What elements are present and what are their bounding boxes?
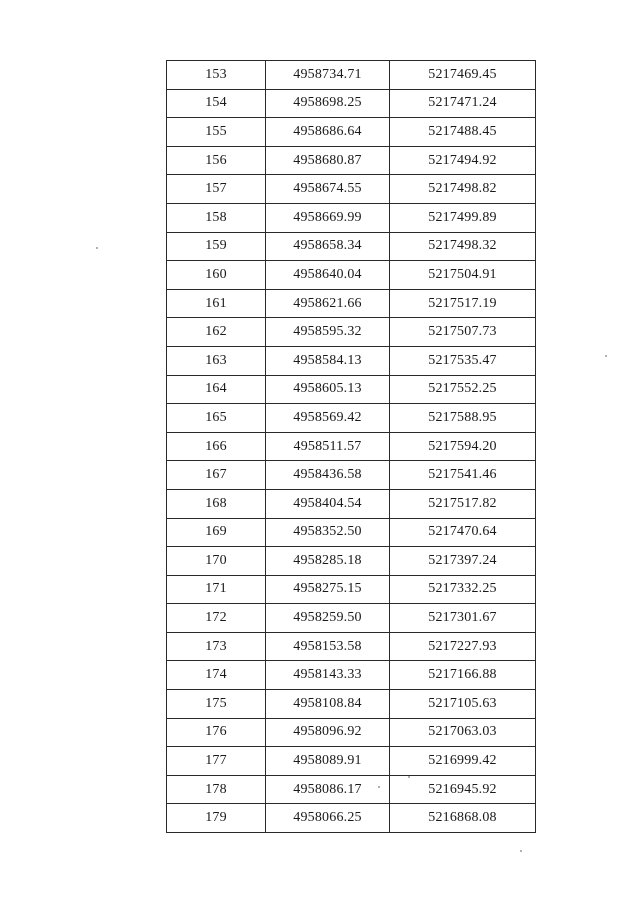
point-number-cell: 176 bbox=[167, 718, 266, 747]
point-number-cell: 160 bbox=[167, 261, 266, 290]
x-coordinate-cell: 4958658.34 bbox=[266, 232, 390, 261]
table-row bbox=[167, 289, 536, 318]
y-coordinate-cell: 5217498.82 bbox=[390, 175, 536, 204]
point-number-cell: 159 bbox=[167, 232, 266, 261]
x-coordinate-cell: 4958143.33 bbox=[266, 661, 390, 690]
table-row bbox=[167, 318, 536, 347]
y-coordinate-cell: 5217552.25 bbox=[390, 375, 536, 404]
x-coordinate-cell: 4958153.58 bbox=[266, 632, 390, 661]
point-number-cell: 157 bbox=[167, 175, 266, 204]
y-coordinate-cell: 5217105.63 bbox=[390, 690, 536, 719]
x-coordinate-cell: 4958680.87 bbox=[266, 146, 390, 175]
point-number-cell: 165 bbox=[167, 404, 266, 433]
table-row bbox=[167, 690, 536, 719]
x-coordinate-cell: 4958584.13 bbox=[266, 346, 390, 375]
point-number-cell: 161 bbox=[167, 289, 266, 318]
point-number-cell: 175 bbox=[167, 690, 266, 719]
coordinate-table bbox=[166, 60, 536, 833]
x-coordinate-cell: 4958605.13 bbox=[266, 375, 390, 404]
y-coordinate-cell: 5217517.19 bbox=[390, 289, 536, 318]
x-coordinate-cell: 4958698.25 bbox=[266, 89, 390, 118]
table-row bbox=[167, 575, 536, 604]
point-number-cell: 164 bbox=[167, 375, 266, 404]
scan-speck bbox=[605, 355, 607, 357]
table-row bbox=[167, 375, 536, 404]
table-row bbox=[167, 775, 536, 804]
x-coordinate-cell: 4958259.50 bbox=[266, 604, 390, 633]
y-coordinate-cell: 5217588.95 bbox=[390, 404, 536, 433]
table-row bbox=[167, 175, 536, 204]
x-coordinate-cell: 4958621.66 bbox=[266, 289, 390, 318]
y-coordinate-cell: 5217488.45 bbox=[390, 118, 536, 147]
point-number-cell: 163 bbox=[167, 346, 266, 375]
point-number-cell: 179 bbox=[167, 804, 266, 833]
x-coordinate-cell: 4958108.84 bbox=[266, 690, 390, 719]
y-coordinate-cell: 5217470.64 bbox=[390, 518, 536, 547]
x-coordinate-cell: 4958066.25 bbox=[266, 804, 390, 833]
point-number-cell: 177 bbox=[167, 747, 266, 776]
scan-speck bbox=[408, 776, 410, 778]
y-coordinate-cell: 5217469.45 bbox=[390, 61, 536, 90]
y-coordinate-cell: 5217507.73 bbox=[390, 318, 536, 347]
y-coordinate-cell: 5217517.82 bbox=[390, 489, 536, 518]
point-number-cell: 172 bbox=[167, 604, 266, 633]
table-row bbox=[167, 661, 536, 690]
y-coordinate-cell: 5217594.20 bbox=[390, 432, 536, 461]
x-coordinate-cell: 4958640.04 bbox=[266, 261, 390, 290]
point-number-cell: 169 bbox=[167, 518, 266, 547]
x-coordinate-cell: 4958569.42 bbox=[266, 404, 390, 433]
point-number-cell: 166 bbox=[167, 432, 266, 461]
table-row bbox=[167, 232, 536, 261]
y-coordinate-cell: 5217541.46 bbox=[390, 461, 536, 490]
x-coordinate-cell: 4958674.55 bbox=[266, 175, 390, 204]
table-row bbox=[167, 346, 536, 375]
scan-speck bbox=[520, 850, 522, 852]
x-coordinate-cell: 4958352.50 bbox=[266, 518, 390, 547]
table-row bbox=[167, 718, 536, 747]
point-number-cell: 167 bbox=[167, 461, 266, 490]
x-coordinate-cell: 4958511.57 bbox=[266, 432, 390, 461]
point-number-cell: 173 bbox=[167, 632, 266, 661]
point-number-cell: 155 bbox=[167, 118, 266, 147]
table-row bbox=[167, 547, 536, 576]
scan-speck bbox=[378, 786, 380, 788]
x-coordinate-cell: 4958275.15 bbox=[266, 575, 390, 604]
point-number-cell: 171 bbox=[167, 575, 266, 604]
coordinate-table-body bbox=[167, 61, 536, 833]
y-coordinate-cell: 5217535.47 bbox=[390, 346, 536, 375]
y-coordinate-cell: 5217332.25 bbox=[390, 575, 536, 604]
table-row bbox=[167, 489, 536, 518]
x-coordinate-cell: 4958734.71 bbox=[266, 61, 390, 90]
y-coordinate-cell: 5217166.88 bbox=[390, 661, 536, 690]
y-coordinate-cell: 5217504.91 bbox=[390, 261, 536, 290]
y-coordinate-cell: 5217397.24 bbox=[390, 547, 536, 576]
table-row bbox=[167, 89, 536, 118]
y-coordinate-cell: 5217063.03 bbox=[390, 718, 536, 747]
x-coordinate-cell: 4958404.54 bbox=[266, 489, 390, 518]
y-coordinate-cell: 5216999.42 bbox=[390, 747, 536, 776]
table-row bbox=[167, 261, 536, 290]
y-coordinate-cell: 5216868.08 bbox=[390, 804, 536, 833]
table-row bbox=[167, 604, 536, 633]
table-row bbox=[167, 432, 536, 461]
scan-speck bbox=[96, 247, 98, 249]
point-number-cell: 162 bbox=[167, 318, 266, 347]
y-coordinate-cell: 5217499.89 bbox=[390, 203, 536, 232]
point-number-cell: 170 bbox=[167, 547, 266, 576]
x-coordinate-cell: 4958686.64 bbox=[266, 118, 390, 147]
point-number-cell: 168 bbox=[167, 489, 266, 518]
table-row bbox=[167, 747, 536, 776]
x-coordinate-cell: 4958436.58 bbox=[266, 461, 390, 490]
table-row bbox=[167, 804, 536, 833]
table-row bbox=[167, 461, 536, 490]
y-coordinate-cell: 5217494.92 bbox=[390, 146, 536, 175]
point-number-cell: 174 bbox=[167, 661, 266, 690]
table-row bbox=[167, 146, 536, 175]
x-coordinate-cell: 4958096.92 bbox=[266, 718, 390, 747]
x-coordinate-cell: 4958669.99 bbox=[266, 203, 390, 232]
table-row bbox=[167, 118, 536, 147]
table-row bbox=[167, 632, 536, 661]
point-number-cell: 178 bbox=[167, 775, 266, 804]
x-coordinate-cell: 4958089.91 bbox=[266, 747, 390, 776]
point-number-cell: 156 bbox=[167, 146, 266, 175]
x-coordinate-cell: 4958086.17 bbox=[266, 775, 390, 804]
point-number-cell: 154 bbox=[167, 89, 266, 118]
y-coordinate-cell: 5216945.92 bbox=[390, 775, 536, 804]
y-coordinate-cell: 5217471.24 bbox=[390, 89, 536, 118]
table-row bbox=[167, 61, 536, 90]
y-coordinate-cell: 5217498.32 bbox=[390, 232, 536, 261]
point-number-cell: 158 bbox=[167, 203, 266, 232]
x-coordinate-cell: 4958285.18 bbox=[266, 547, 390, 576]
table-row bbox=[167, 203, 536, 232]
y-coordinate-cell: 5217227.93 bbox=[390, 632, 536, 661]
table-row bbox=[167, 518, 536, 547]
y-coordinate-cell: 5217301.67 bbox=[390, 604, 536, 633]
table-row bbox=[167, 404, 536, 433]
point-number-cell: 153 bbox=[167, 61, 266, 90]
x-coordinate-cell: 4958595.32 bbox=[266, 318, 390, 347]
